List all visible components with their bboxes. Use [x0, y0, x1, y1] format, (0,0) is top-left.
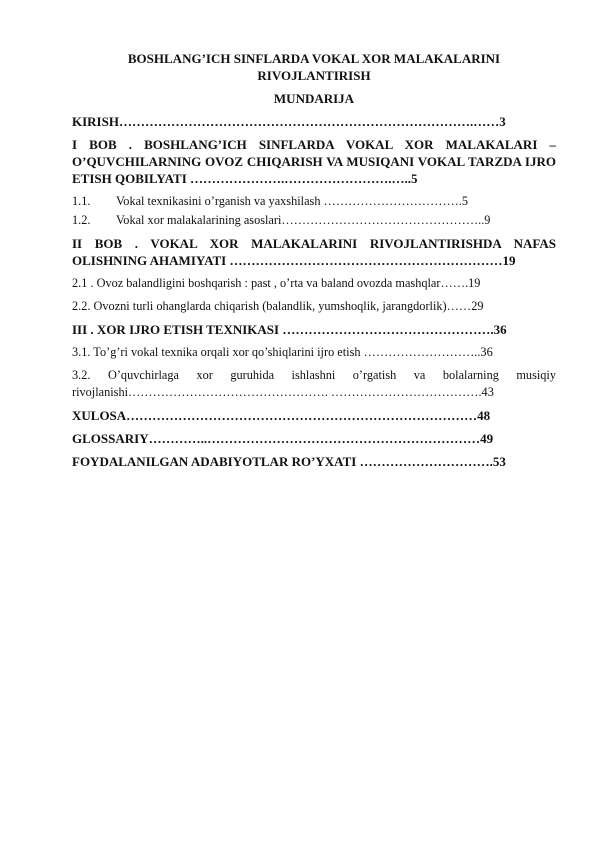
toc-entry-conclusion: XULOSA………………………………………………………………………48 [72, 408, 491, 423]
toc-entry-chapter-2: II BOB . VOKAL XOR MALAKALARINI RIVOJLANTIRISHDA NAFAS OLISHNING AHAMIYATI ………………………………………………………19 [72, 236, 556, 268]
toc-section-text: Vokal xor malakalarining asoslari…………………………………………..9 [116, 213, 491, 227]
toc-entry-glossary: GLOSSARIY…………..………………………………………………………49 [72, 431, 494, 446]
toc-entry-introduction: KIRISH……………………………………………………………………….……3 [72, 114, 506, 129]
document-page [72, 50, 556, 476]
toc-section-number: 1.1. [72, 194, 91, 208]
toc-entry-section-2-1: 2.1 . Ovoz balandligini boshqarish : past , o’rta va baland ovozda mashqlar…….19 [72, 276, 481, 290]
toc-entry-section-1-2 [72, 212, 556, 229]
toc-entry-references: FOYDALANILGAN ADABIYOTLAR RO’YXATI ………………………….53 [72, 454, 506, 469]
toc-entry-section-3-1: 3.1. To’g’ri vokal texnika orqali xor qo’shiqlarini ijro etish ………………………..36 [72, 345, 493, 359]
document-title: BOSHLANG’ICH SINFLARDA VOKAL XOR MALAKALARINI RIVOJLANTIRISH [127, 51, 501, 83]
toc-entry-chapter-1: I BOB . BOSHLANG’ICH SINFLARDA VOKAL XOR MALAKALARI – O’QUVCHILARNING OVOZ CHIQARISH VA MUSIQANI VOKAL TARZDA IJRO ETISH QOBILYATI ………………….…………………….…..5 [72, 137, 556, 186]
toc-entry-chapter-3: III . XOR IJRO ETISH TEXNIKASI ………………………………………….36 [72, 322, 507, 337]
toc-entry-section-1-1 [72, 193, 556, 210]
table-of-contents-heading: MUNDARIJA [273, 91, 355, 106]
toc-entry-section-2-2: 2.2. Ovozni turli ohanglarda chiqarish (balandlik, yumshoqlik, jarangdorlik)……29 [72, 299, 484, 313]
toc-entry-section-3-2: 3.2. O’quvchirlaga xor guruhida ishlashni o’rgatish va bolalarning musiqiy rivojlanishi…………………………………………. ……………………………….43 [72, 368, 556, 399]
toc-section-text: Vokal texnikasini o’rganish va yaxshilash …………………………….5 [116, 194, 469, 208]
toc-section-number: 1.2. [72, 213, 91, 227]
